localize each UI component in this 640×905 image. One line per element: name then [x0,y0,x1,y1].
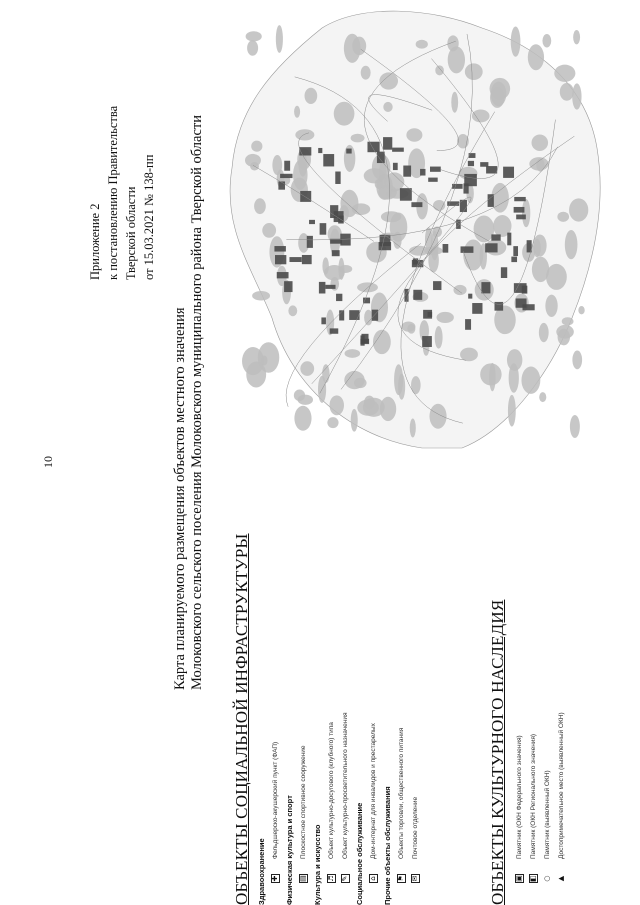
land-patch [379,160,387,188]
land-patch [460,348,478,362]
legend-item-label: Памятник (ОКН Регионального значения) [529,733,537,859]
land-patch [511,26,521,56]
land-patch [406,128,422,142]
settlement-block [400,188,412,201]
appendix-header [86,20,158,280]
land-patch [573,30,580,44]
settlement-block [320,223,327,235]
land-patch [491,183,509,213]
settlement-block [323,154,334,166]
legend-item-label: Памятник (ОКН Федерального значения) [515,735,523,859]
legend-item [366,565,380,905]
land-patch [472,110,490,123]
map-title-line2: Молоковского сельского поселения Молоковского муниципального района Тверской области [189,114,205,690]
settlement-block [372,310,378,321]
legend-item [512,575,526,905]
settlement-block [299,147,311,155]
land-patch [491,82,507,106]
land-patch [480,363,501,385]
settlement-block [360,339,369,344]
land-patch [546,264,567,290]
land-patch [327,417,338,428]
legend-item-label: Плоскостное спортивное сооружение [299,745,307,859]
legend-item-label: Достопримечательное место (выявленный ОКН) [557,712,565,859]
legend-heritage-heading: ОБЪЕКТЫ КУЛЬТУРНОГО НАСЛЕДИЯ [488,599,507,905]
legend-item [554,575,568,905]
land-patch [451,92,458,113]
medical-cross-icon: ✚ [270,875,279,882]
land-patch [300,361,314,376]
land-patch [435,65,444,75]
land-patch [507,349,522,371]
land-patch [351,134,365,143]
legend-item [526,575,540,905]
settlement-block [469,153,476,158]
land-patch [262,223,276,238]
settlement-block [516,298,527,307]
legend-item [338,565,352,905]
legend-item-label: Объект культурно-досугового (клубного) типа [327,722,335,859]
shop-icon: ⚑ [396,875,405,882]
land-patch [247,40,258,56]
care-home-icon: ⌂ [369,874,378,883]
land-patch [246,31,262,41]
land-patch [533,239,540,258]
settlement-block [302,255,312,264]
settlement-block [325,285,335,289]
legend-item [394,565,408,905]
legend-social-list [256,565,422,905]
land-patch [252,291,270,300]
sports-field-icon: ▤ [298,875,307,882]
settlement-block [420,169,425,176]
settlement-block [284,161,290,171]
legend-cultural-heritage [488,575,568,905]
land-patch [344,371,364,389]
land-patch [293,160,307,190]
settlement-block [430,167,441,172]
settlement-block [377,152,385,163]
settlement-block [349,310,359,320]
settlement-block [280,174,292,178]
legend-item-label: Почтовое отделение [411,796,419,859]
land-patch [554,65,575,82]
legend-item [268,565,282,905]
appendix-line: Тверской области [124,186,138,280]
legend-group-title: Прочие объекты обслуживания [383,786,392,905]
land-patch [447,35,458,51]
legend-group-title: Физическая культура и спорт [285,795,294,905]
identified-monument-icon: ○ [542,875,551,882]
settlement-block [411,202,422,207]
land-patch [435,326,443,349]
settlement-block [494,302,503,311]
land-patch [357,399,379,415]
settlement-block [433,281,441,290]
post-office-icon: ✉ [410,875,419,882]
land-patch [558,329,570,346]
settlement-block [275,255,286,264]
settlement-block [274,246,285,252]
land-patch [528,44,544,70]
legend-item [296,565,310,905]
settlement-block [514,197,525,201]
settlement-block [335,172,340,184]
land-patch [433,200,445,211]
land-patch [521,367,540,394]
land-patch [572,350,582,369]
settlement-block [393,163,398,170]
land-patch [254,198,266,214]
settlement-block [392,148,404,152]
land-patch [379,72,398,89]
land-patch [570,415,580,438]
settlement-block [522,286,528,294]
land-patch [429,404,446,429]
settlement-block [464,174,477,186]
settlement-block [461,246,474,252]
settlement-block [507,233,511,246]
land-patch [298,395,313,405]
land-patch [425,227,433,251]
settlement-block [443,244,449,253]
land-patch [295,129,314,140]
land-patch [305,88,318,104]
settlement-block [503,167,514,178]
settlement-block [485,243,497,252]
land-patch [294,406,311,431]
legend-item-label: Объекты торговли, общественного питания [397,727,405,859]
legend-item-label: Дом-интернат для инвалидов и престарелых [369,723,377,859]
land-patch [539,323,549,342]
map-title [172,90,206,690]
legend-item [540,575,554,905]
settlement-block [514,207,525,213]
land-patch [453,285,466,295]
land-patch [411,376,421,394]
land-patch [334,102,355,126]
land-patch [545,295,557,317]
federal-monument-icon: ▣ [514,875,523,882]
land-patch [542,34,551,47]
land-patch [560,83,574,101]
land-patch [565,230,578,259]
land-patch [364,310,373,326]
settlement-block [289,257,301,262]
settlement-block [318,148,322,153]
map-title-line1: Карта планируемого размещения объектов местного значения [172,307,188,690]
landmark-place-icon: ▲ [556,875,565,882]
settlement-block [413,290,422,300]
land-patch [508,395,516,427]
legend-group-title: Социальное обслуживание [355,802,364,905]
land-patch [383,102,392,112]
settlement-block [300,191,311,202]
land-patch [532,257,549,282]
settlement-block [501,267,507,278]
settlement-block [383,137,392,150]
settlement-block [472,303,482,314]
appendix-line: от 15.03.2021 № 138-пп [142,154,156,280]
settlement-block [468,161,474,166]
settlement-block [332,250,340,256]
education-icon: ✎ [340,875,349,882]
legend-social-infrastructure [232,533,422,905]
legend-heritage-list [512,575,568,905]
legend-item-label: Объект культурно-просветительного назначения [341,712,349,859]
land-patch [448,46,465,73]
land-patch [578,306,584,314]
land-patch [557,212,569,222]
land-patch [562,317,574,325]
settlement-block [346,149,351,154]
culture-club-icon: ♬ [326,875,335,882]
settlement-block [330,205,338,218]
settlement-block [516,215,526,220]
land-patch [329,395,344,415]
settlement-block [428,178,437,182]
land-patch [398,374,405,400]
settlement-block [465,319,471,330]
settlement-block [403,166,411,177]
land-patch [276,25,283,53]
land-patch [245,154,261,167]
settlement-block [307,236,313,248]
settlement-block [321,317,326,324]
land-patch [294,106,300,118]
appendix-line: Приложение 2 [88,203,102,280]
land-patch [416,40,428,49]
settlement-block [284,281,292,292]
settlement-block [336,294,342,301]
land-patch [357,282,378,292]
settlement-block [278,181,285,189]
legend-item [408,565,422,905]
settlement-block [319,282,326,294]
legend-item-label: Фельдшерско-акушерский пункт (ФАП) [271,741,279,859]
settlement-block [422,336,432,347]
settlement-block [277,272,289,278]
legend-item-label: Памятник (выявленный ОКН) [543,770,551,859]
land-patch [246,362,266,388]
settlement-block [486,166,497,173]
legend-group-title: Культура и искусство [313,824,322,905]
settlement-map [212,0,612,468]
settlement-block [367,142,379,152]
land-patch [572,83,581,109]
land-patch [522,199,530,227]
land-patch [344,34,361,63]
settlement-block [468,294,472,299]
settlement-block [379,242,391,250]
land-patch [351,409,358,432]
land-patch [288,305,297,316]
land-patch [437,312,454,323]
land-patch [361,66,371,80]
land-patch [407,324,415,334]
settlement-block [480,162,488,167]
settlement-block [491,234,500,240]
settlement-block [481,282,490,293]
settlement-block [330,328,339,333]
settlement-block [428,312,433,317]
land-patch [569,198,588,221]
regional-monument-icon: ◧ [528,875,537,882]
land-patch [338,258,344,280]
land-patch [410,418,416,437]
page-number: 10 [41,456,55,468]
land-patch [536,158,544,171]
land-patch [465,63,483,80]
legend-group-title: Здравоохранение [257,838,266,905]
legend-item [324,565,338,905]
land-patch [539,392,546,402]
settlement-block [309,220,315,224]
land-patch [345,349,361,358]
land-patch [251,141,262,152]
settlement-block [511,257,517,263]
legend-social-heading: ОБЪЕКТЫ СОЦИАЛЬНОЙ ИНФРАСТРУКТУРЫ [232,533,251,905]
land-patch [532,134,549,151]
appendix-line: к постановлению Правительства [106,105,120,280]
settlement-block [513,246,518,256]
